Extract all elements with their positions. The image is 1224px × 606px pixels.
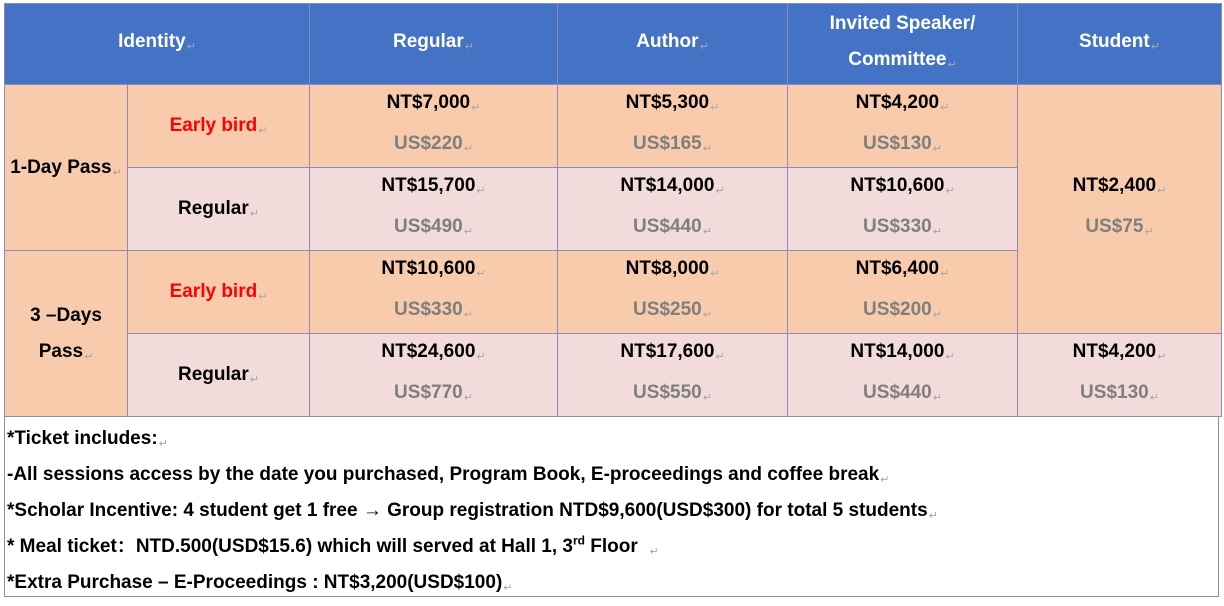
regular-label: Regular↵ bbox=[128, 168, 310, 251]
price-cell: NT$14,000↵ US$440↵ bbox=[558, 168, 788, 251]
price-cell: NT$10,600↵ US$330↵ bbox=[788, 168, 1018, 251]
student-price-cell: NT$2,400↵ US$75↵ bbox=[1018, 85, 1222, 334]
registration-fee-document bbox=[4, 3, 1221, 594]
student-price-cell: NT$4,200↵ US$130↵ bbox=[1018, 334, 1222, 417]
table-row bbox=[5, 334, 1222, 417]
price-cell: NT$17,600↵ US$550↵ bbox=[558, 334, 788, 417]
note-sessions: -All sessions access by the date you purchased, Program Book, E-proceedings and coffee break↵ bbox=[7, 464, 890, 486]
three-days-pass-label: 3 –Days Pass↵ bbox=[5, 251, 128, 417]
registration-fee-table bbox=[4, 3, 1222, 417]
price-cell: NT$15,700↵ US$490↵ bbox=[310, 168, 558, 251]
table-header-row bbox=[5, 4, 1222, 85]
early-bird-label: Early bird↵ bbox=[128, 85, 310, 168]
note-meal-ticket: * Meal ticket：NTD.500(USD$15.6) which will served at Hall 1, 3rd Floor ↵ bbox=[7, 533, 659, 558]
one-day-pass-label: 1-Day Pass↵ bbox=[5, 85, 128, 251]
price-cell: NT$5,300↵ US$165↵ bbox=[558, 85, 788, 168]
header-student: Student↵ bbox=[1018, 4, 1222, 85]
price-cell: NT$8,000↵ US$250↵ bbox=[558, 251, 788, 334]
note-scholar-incentive: *Scholar Incentive: 4 student get 1 free → Group registration NTD$9,600(USD$300) for total 5 students↵ bbox=[7, 500, 938, 522]
header-regular: Regular↵ bbox=[310, 4, 558, 85]
table-row bbox=[5, 85, 1222, 168]
header-invited-speaker: Invited Speaker/ Committee↵ bbox=[788, 4, 1018, 85]
early-bird-label: Early bird↵ bbox=[128, 251, 310, 334]
arrow-icon: → bbox=[362, 500, 382, 521]
price-cell: NT$24,600↵ US$770↵ bbox=[310, 334, 558, 417]
notes-section bbox=[4, 417, 1219, 597]
price-cell: NT$7,000↵ US$220↵ bbox=[310, 85, 558, 168]
header-identity: Identity↵ bbox=[5, 4, 310, 85]
price-cell: NT$10,600↵ US$330↵ bbox=[310, 251, 558, 334]
header-author: Author↵ bbox=[558, 4, 788, 85]
note-extra-purchase: *Extra Purchase – E-Proceedings : NT$3,200(USD$100)↵ bbox=[7, 572, 513, 594]
regular-label: Regular↵ bbox=[128, 334, 310, 417]
note-ticket-includes: *Ticket includes:↵ bbox=[7, 428, 168, 450]
price-cell: NT$14,000↵ US$440↵ bbox=[788, 334, 1018, 417]
price-cell: NT$6,400↵ US$200↵ bbox=[788, 251, 1018, 334]
price-cell: NT$4,200↵ US$130↵ bbox=[788, 85, 1018, 168]
